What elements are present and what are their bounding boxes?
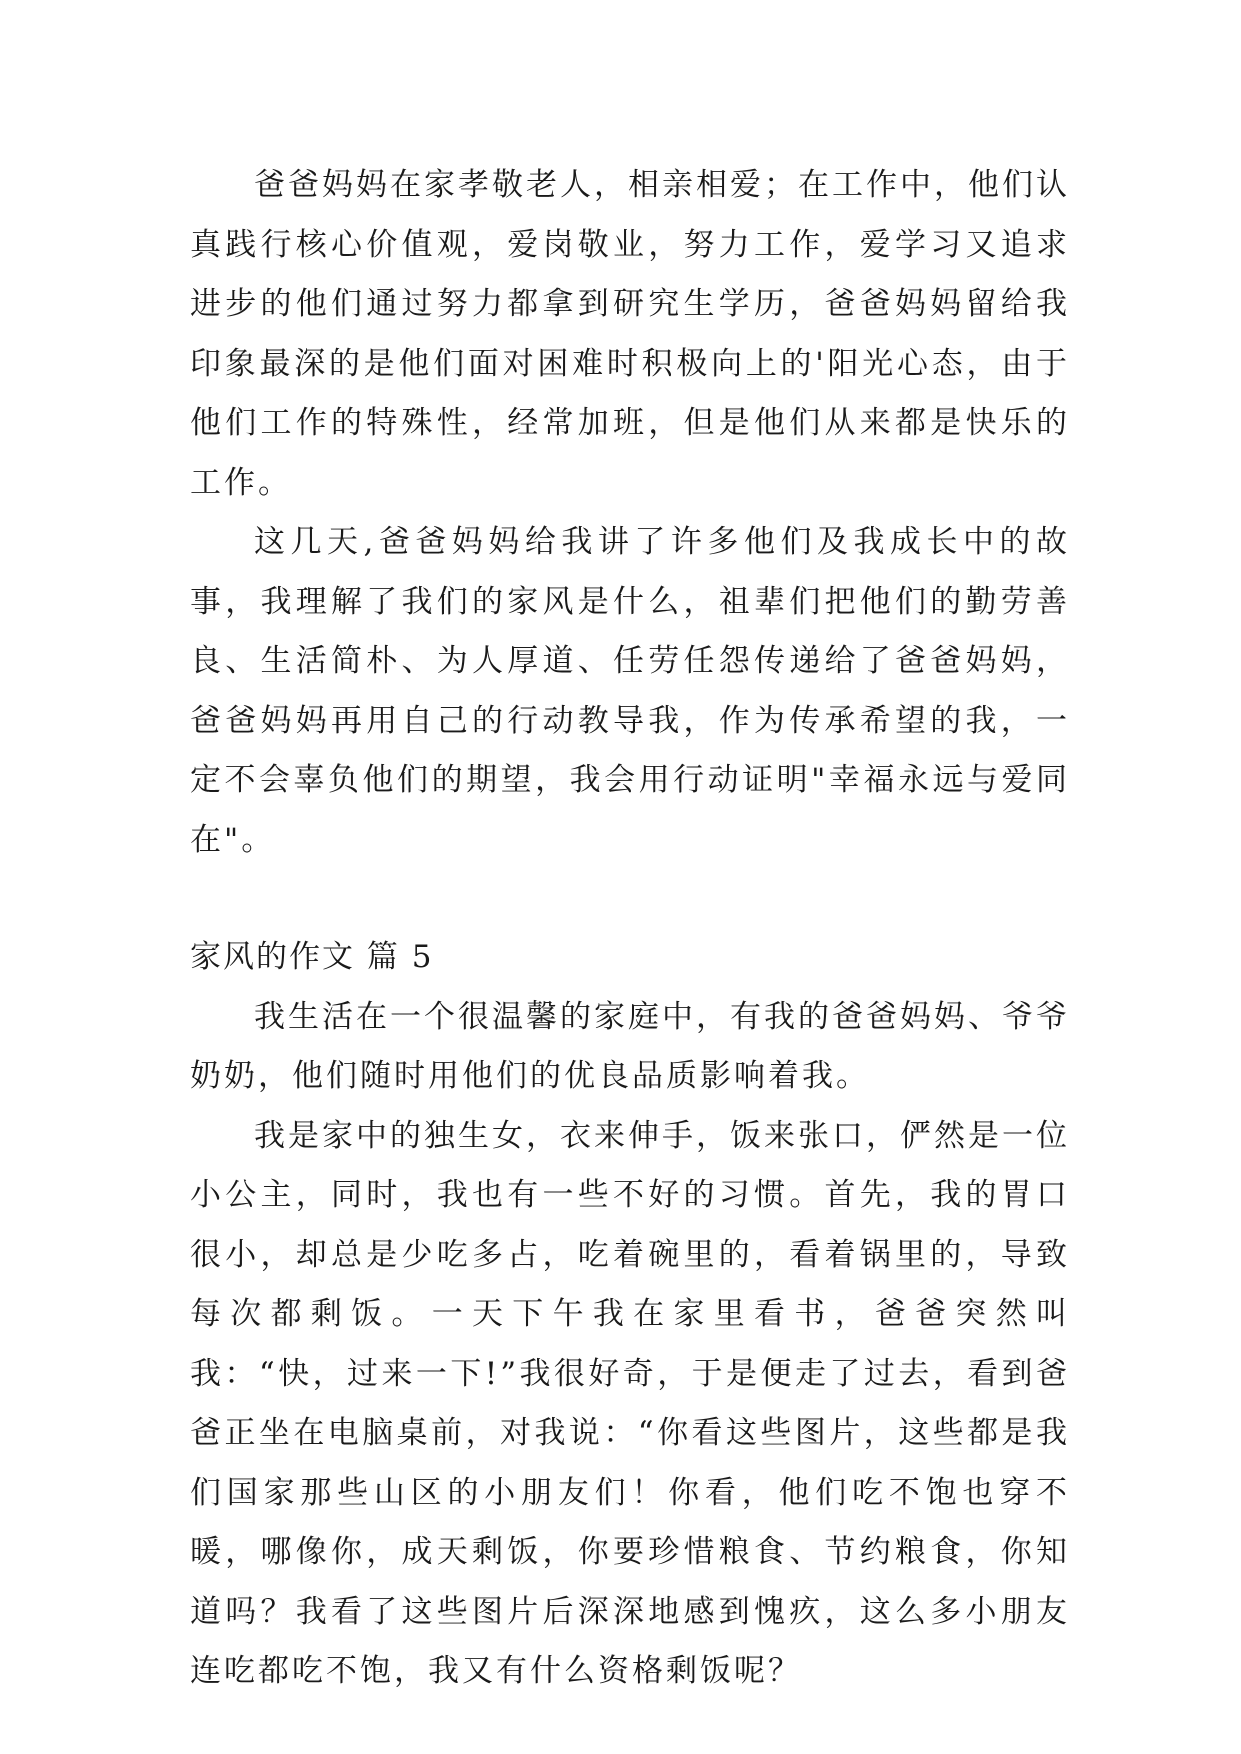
paragraph-parents-work: 爸爸妈妈在家孝敬老人，相亲相爱；在工作中，他们认真践行核心价值观，爱岗敬业，努力工作，爱学习又追求进步的他们通过努力都拿到研究生学历，爸爸妈妈留给我印象最深的是他们面对困难时积极向上的'阳光心态，由于他们工作的特殊性，经常加班，但是他们从来都是快乐的工作。 [190, 167, 1070, 501]
section-title: 家风的作文 篇 5 [190, 939, 434, 975]
document-body [190, 156, 1070, 1702]
paragraph-warm-family: 我生活在一个很温馨的家庭中，有我的爸爸妈妈、爷爷奶奶，他们随时用他们的优良品质影响着我。 [190, 998, 1070, 1094]
paragraph-leftover-rice: 我是家中的独生女，衣来伸手，饭来张口，俨然是一位小公主，同时，我也有一些不好的习惯。首先，我的胃口很小，却总是少吃多占，吃着碗里的，看着锅里的，导致每次都剩饭。一天下午我在家里看书，爸爸突然叫我：“快，过来一下!”我很好奇，于是便走了过去，看到爸爸正坐在电脑桌前，对我说：“你看这些图片，这些都是我们国家那些山区的小朋友们！你看，他们吃不饱也穿不暖，哪像你，成天剩饭，你要珍惜粮食、节约粮食，你知道吗？我看了这些图片后深深地感到愧疚，这么多小朋友连吃都吃不饱，我又有什么资格剩饭呢？ [190, 1117, 1070, 1689]
paragraph-family-stories: 这几天,爸爸妈妈给我讲了许多他们及我成长中的故事，我理解了我们的家风是什么，祖辈们把他们的勤劳善良、生活简朴、为人厚道、任劳任怨传递给了爸爸妈妈，爸爸妈妈再用自己的行动教导我，作为传承希望的我，一定不会辜负他们的期望，我会用行动证明"幸福永远与爱同在"。 [190, 524, 1070, 858]
